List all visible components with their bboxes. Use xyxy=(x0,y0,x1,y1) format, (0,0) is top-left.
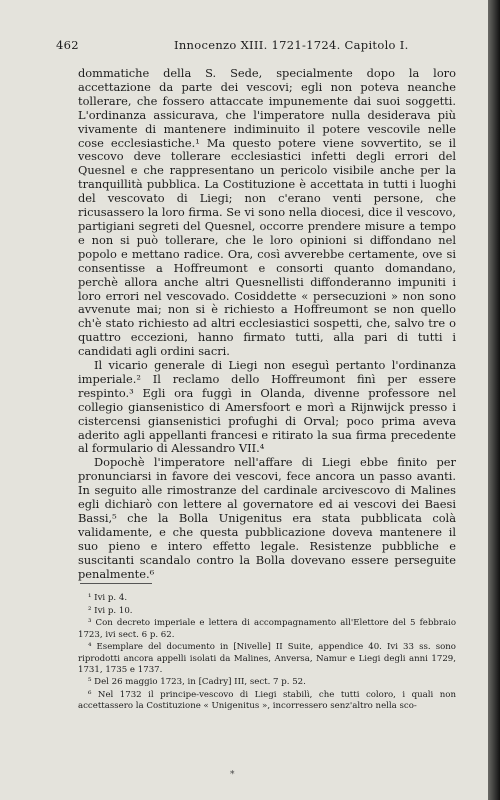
footnotes xyxy=(78,593,456,714)
paragraph: Il vicario generale di Liegi non eseguì pertanto l'ordinanza imperiale.² Il reclamo dello Hoffreumont finì per essere respinto.³ Egli ora fuggì in Olanda, divenne professore nel collegio giansenistico di Amersfoort e morì a Rijnwijck presso i cistercensi giansenistici profughi di Orval; poco prima aveva aderito agli appellanti francesi e ritirato la sua firma precedente al formulario di Alessandro VII.⁴ xyxy=(78,358,456,456)
footnote-divider xyxy=(80,583,152,584)
running-title: Innocenzo XIII. 1721-1724. Capitolo I. xyxy=(174,38,409,52)
footnote: ² Ivi p. 10. xyxy=(88,605,133,616)
footnote: ⁶ Nel 1732 il principe-vescovo di Liegi stabilì, che tutti coloro, i quali non accettassero la Costituzione « Unigenitus », incorressero senz'altro nella sco- xyxy=(78,690,456,712)
body-text xyxy=(78,67,456,582)
footnote: ⁵ Del 26 maggio 1723, in [Cadry] III, sect. 7 p. 52. xyxy=(88,677,306,688)
footnote: ¹ Ivi p. 4. xyxy=(88,593,128,603)
footnote: ³ Con decreto imperiale e lettera di accompagnamento all'Elettore del 5 febbraio 1723, ivi sect. 6 p. 62. xyxy=(78,618,456,640)
page-number: 462 xyxy=(56,38,79,52)
paragraph: dommatiche della S. Sede, specialmente dopo la loro accettazione da parte dei vescovi; egli non poteva neanche tollerare, che fossero attaccate impunemente dai suoi soggetti. L'ordinanza assicurava, che l'imperatore nulla desiderava più vivamente di mantenere indiminuito il potere vescovile nelle cose ecclesiastiche.¹ Ma questo potere viene sovvertito, se il vescovo deve tollerare ecclesiastici infetti degli errori del Quesnel e che rappresentano un pericolo visibile anche per la tranquillità pubblica. La Costituzione è accettata in tutti i luoghi del vescovato di Liegi; non c'erano venti persone, che ricusassero la loro firma. Se vi sono nella diocesi, dice il vescovo, partigiani segreti del Quesnel, occorre prendere misure a tempo e non si può tollerare, che le loro opinioni si diffondano nel popolo e mettano radice. Ora, così avverebbe certamente, ove si consentisse a Hoffreumont e consorti quanto domandano, perchè allora anche altri Quesnellisti diffonderanno impuniti i loro errori nel vescovado. Cosiddette « persecuzioni » non sono avvenute mai; non si è richiesto a Hoffreumont se non quello ch'è stato richiesto ad altri ecclesiastici sospetti, che, salvo tre o quattro eccezioni, hanno firmato tutti, alla pari di tutti i candidati agli ordini sacri. xyxy=(78,66,456,359)
footnote: ⁴ Esemplare del documento in [Nivelle] II Suite, appendice 40. Ivi 33 ss. sono riprodotti ancora appelli isolati da Malines, Anversa, Namur e Liegi degli anni 1729, 1731, 1735 e 1737. xyxy=(78,642,456,675)
page-edge-shadow xyxy=(488,0,500,800)
signature-mark: * xyxy=(230,770,235,780)
paragraph: Dopochè l'imperatore nell'affare di Liegi ebbe finito per pronunciarsi in favore dei vescovi, fece ancora un passo avanti. In seguito alle rimostranze del cardinale arcivescovo di Malines egli dichiarò con lettere al governatore ed ai vescovi dei Baesi Bassi,⁵ che la Bolla Unigenitus era stata pubblicata colà validamente, e che questa pubblicazione doveva mantenere il suo pieno e intero effetto legale. Resistenze pubbliche e suscitanti scandalo contro la Bolla dovevano essere perseguite penalmente.⁶ xyxy=(78,455,456,581)
